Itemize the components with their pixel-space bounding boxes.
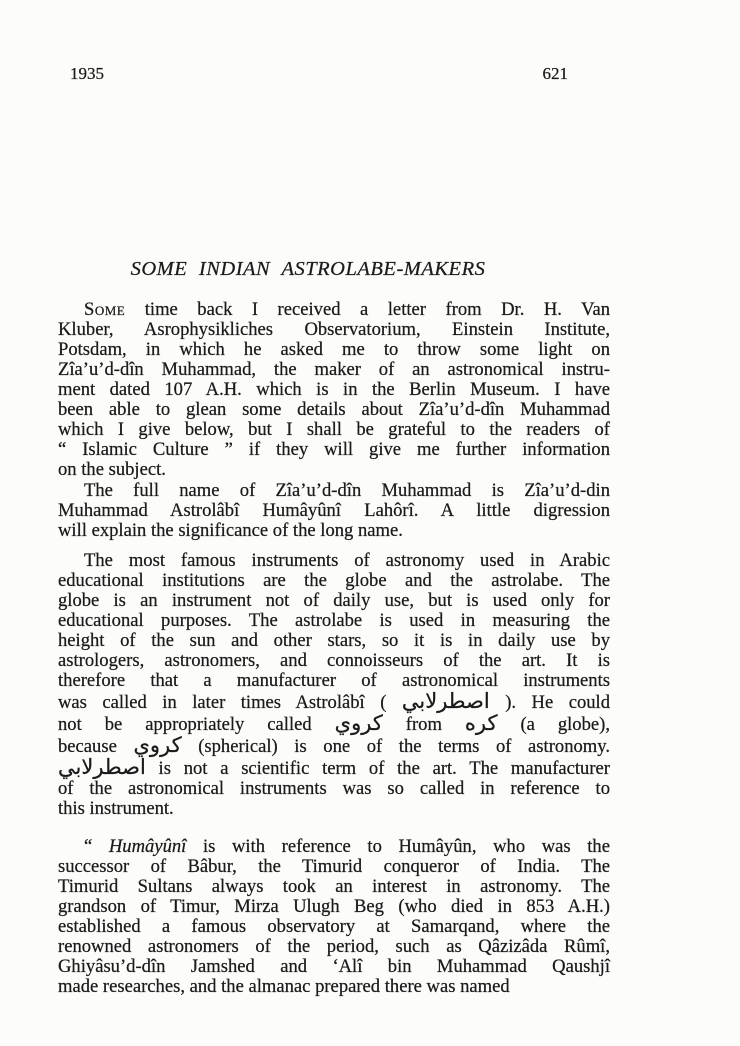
text-segment: Some [84, 299, 126, 320]
text-line [58, 757, 610, 779]
text-line [58, 360, 610, 380]
text-line [58, 799, 610, 819]
text-segment: Ghiyâsu’d-dîn Jamshed and ‘Alî bin Muhammad Qaushjî [58, 956, 610, 977]
paragraph [58, 481, 610, 541]
arabic-word: اصطرلابي [58, 755, 146, 779]
paragraph [58, 837, 610, 997]
text-line [58, 460, 610, 480]
text-line [58, 551, 610, 571]
text-segment: not be appropriately called [58, 714, 335, 735]
text-line [58, 611, 610, 631]
text-segment: The most famous instruments of astronomy used in Arabic [84, 550, 610, 571]
text-line [58, 837, 610, 857]
text-line [58, 571, 610, 591]
text-segment: (spherical) is one of the terms of astronomy. [181, 736, 610, 757]
text-line [58, 937, 610, 957]
text-segment: educational purposes. The astrolabe is used in measuring the [58, 610, 610, 631]
text-segment: ment dated 107 A.H. which is in the Berlin Museum. I have [58, 379, 610, 400]
text-line [58, 591, 610, 611]
text-segment: established a famous observatory at Samarqand, where the [58, 916, 610, 937]
text-line [58, 957, 610, 977]
text-segment: Zîa’u’d-dîn Muhammad, the maker of an astronomical instru- [58, 359, 610, 380]
text-segment: been able to glean some details about Zîa’u’d-dîn Muhammad [58, 399, 610, 420]
text-segment: “ [84, 836, 109, 857]
text-line [58, 917, 610, 937]
text-segment: made researches, and the almanac prepared there was named [58, 976, 510, 997]
arabic-word: كره [464, 711, 498, 735]
text-line [58, 713, 610, 735]
text-segment: because [58, 736, 134, 757]
text-segment: which I give below, but I shall be grateful to the readers of [58, 419, 610, 440]
text-segment: renowned astronomers of the period, such as Qâzizâda Rûmî, [58, 936, 610, 957]
text-segment: Kluber, Asrophysikliches Observatorium, Einstein Institute, [58, 319, 610, 340]
paragraph [58, 300, 610, 480]
text-segment: is not a scientific term of the art. The manufacturer [145, 758, 610, 779]
text-segment: astrologers, astronomers, and connoisseurs of the art. It is [58, 650, 610, 671]
text-line [58, 779, 610, 799]
text-segment: Potsdam, in which he asked me to throw some light on [58, 339, 610, 360]
text-segment: educational institutions are the globe and the astrolabe. The [58, 570, 610, 591]
text-segment: is with reference to Humâyûn, who was the [186, 836, 610, 857]
text-line [58, 521, 610, 541]
text-line [58, 735, 610, 757]
header-page-number: 621 [542, 64, 568, 83]
text-line [58, 300, 610, 320]
text-segment: of the astronomical instruments was so called in reference to [58, 778, 610, 799]
text-segment: ). He could [489, 692, 611, 713]
text-line [58, 897, 610, 917]
text-segment: successor of Bâbur, the Timurid conqueror of India. The [58, 856, 610, 877]
text-line [58, 481, 610, 501]
text-segment: globe is an instrument not of daily use, but is used only for [58, 590, 610, 611]
text-line [58, 380, 610, 400]
text-line [58, 857, 610, 877]
text-segment: Muhammad Astrolâbî Humâyûnî Lahôrî. A little digression [58, 500, 610, 521]
text-segment: time back I received a letter from Dr. H. Van [125, 299, 610, 320]
text-line [58, 440, 610, 460]
text-segment: Timurid Sultans always took an interest in astronomy. The [58, 876, 610, 897]
text-segment: on the subject. [58, 459, 166, 480]
text-segment: therefore that a manufacturer of astronomical instruments [58, 670, 610, 691]
text-line [58, 340, 610, 360]
article-title: SOME INDIAN ASTROLABE-MAKERS [130, 258, 486, 280]
text-line [58, 420, 610, 440]
text-line [58, 501, 610, 521]
text-segment: was called in later times Astrolâbî ( [58, 692, 402, 713]
text-line [58, 320, 610, 340]
text-line [58, 400, 610, 420]
text-segment: grandson of Timur, Mirza Ulugh Beg (who died in 853 A.H.) [58, 896, 610, 917]
arabic-word: اصطرلابي [401, 689, 490, 713]
text-segment: The full name of Zîa’u’d-dîn Muhammad is Zîa’u’d-din [84, 480, 610, 501]
header-year: 1935 [70, 64, 104, 83]
text-segment: “ Islamic Culture ” if they will give me further information [58, 439, 610, 460]
text-line [58, 877, 610, 897]
text-line [58, 977, 610, 997]
text-line [58, 691, 610, 713]
text-segment: Humâyûnî [108, 836, 187, 857]
text-line [58, 651, 610, 671]
arabic-word: كروي [334, 711, 383, 735]
text-segment: (a globe), [497, 714, 610, 735]
text-segment: from [382, 714, 465, 735]
paragraph [58, 551, 610, 819]
arabic-word: كروي [133, 733, 182, 757]
text-segment: this instrument. [58, 798, 174, 819]
text-line [58, 631, 610, 651]
text-segment: height of the sun and other stars, so it is in daily use by [58, 630, 610, 651]
text-line [58, 671, 610, 691]
text-segment: will explain the significance of the long name. [58, 520, 403, 541]
